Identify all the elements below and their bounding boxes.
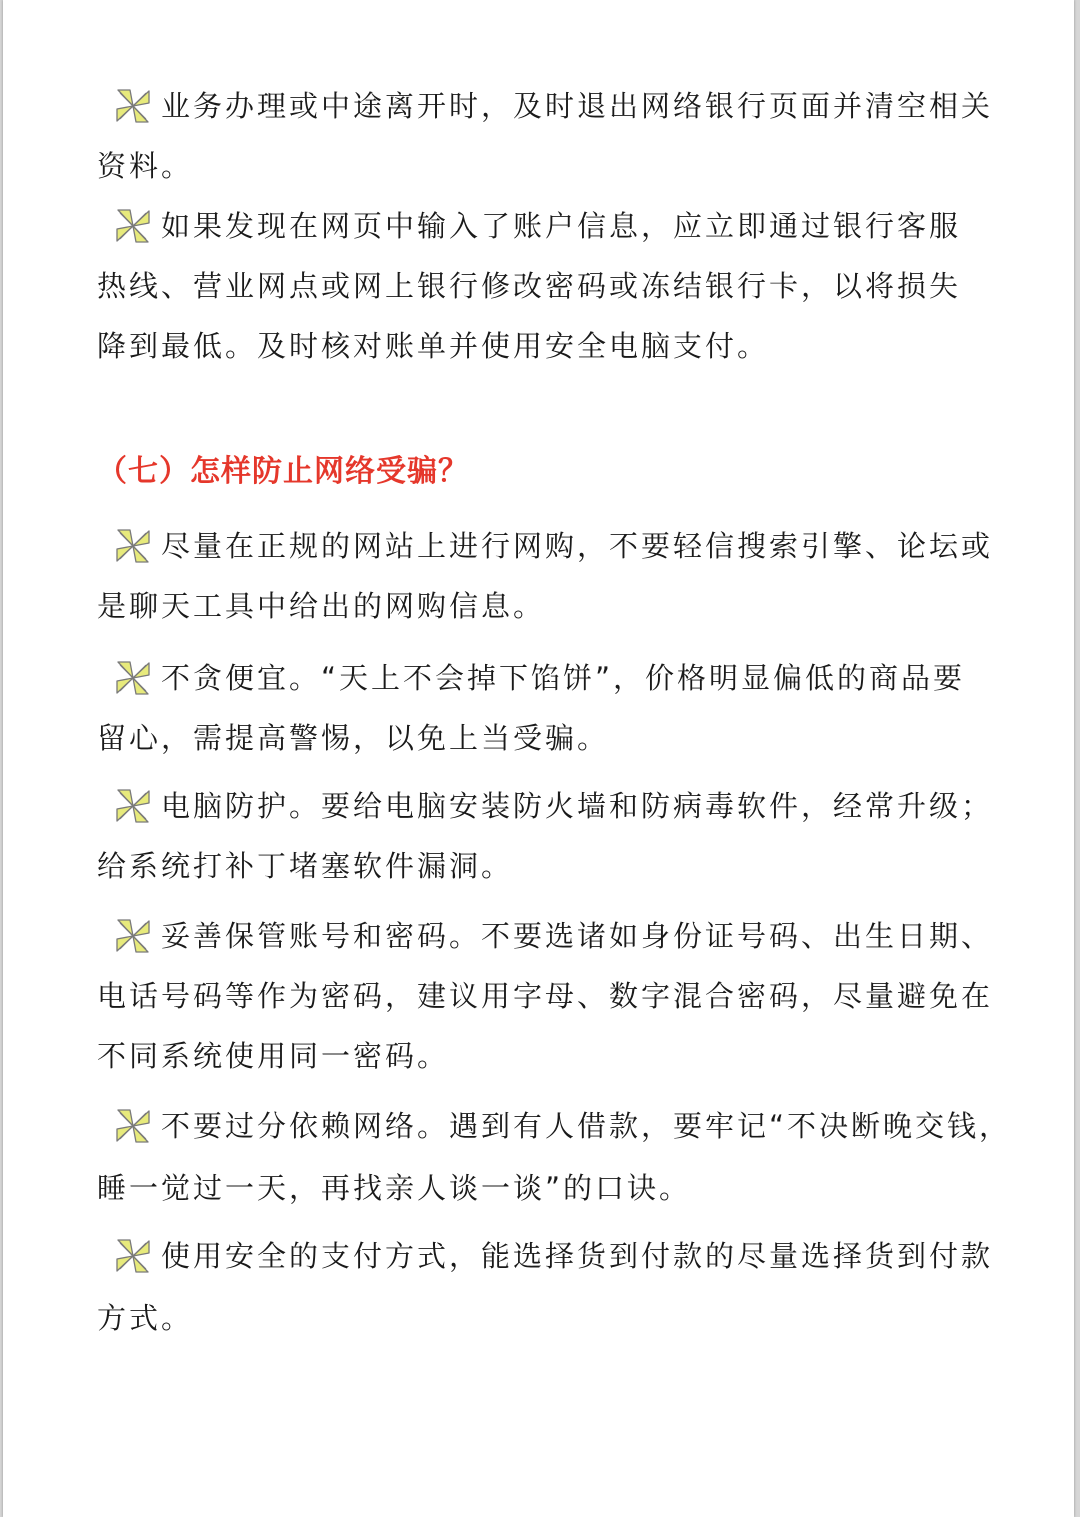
- paragraph-3-line-2: [97, 586, 545, 626]
- paragraph-6-line-3: [97, 1036, 449, 1076]
- pinwheel-icon: [111, 206, 155, 246]
- paragraph-1-text-2: 资料。: [97, 149, 194, 183]
- paragraph-8-line-2: [97, 1298, 193, 1338]
- paragraph-1-line-2: [97, 146, 193, 186]
- paragraph-7-text-1: 不要过分依赖网络。遇到有人借款，要牢记“不决断晚交钱，: [161, 1109, 1012, 1143]
- pinwheel-icon: [111, 1236, 155, 1276]
- paragraph-4-line-1: [111, 658, 965, 698]
- paragraph-3-line-1: [111, 526, 993, 566]
- paragraph-5-text-1: 电脑防护。要给电脑安装防火墙和防病毒软件，经常升级；: [161, 789, 994, 823]
- paragraph-1-text-1: 业务办理或中途离开时，及时退出网络银行页面并清空相关: [161, 89, 994, 123]
- paragraph-5-line-1: [111, 786, 993, 826]
- paragraph-6-text-3: 不同系统使用同一密码。: [97, 1039, 450, 1073]
- paragraph-6-line-1: [111, 916, 993, 956]
- pinwheel-icon: [111, 86, 155, 126]
- paragraph-8-line-1: [111, 1236, 993, 1276]
- paragraph-3-text-1: 尽量在正规的网站上进行网购，不要轻信搜索引擎、论坛或: [161, 529, 994, 563]
- paragraph-4-text-2: 留心，需提高警惕，以免上当受骗。: [97, 721, 610, 755]
- pinwheel-icon: [111, 1106, 155, 1146]
- paragraph-7-line-1: [111, 1106, 1011, 1146]
- paragraph-4-text-1: 不贪便宜。“天上不会掉下馅饼”，价格明显偏低的商品要: [161, 661, 966, 695]
- paragraph-8-text-2: 方式。: [97, 1301, 194, 1335]
- paragraph-7-text-2: 睡一觉过一天，再找亲人谈一谈”的口诀。: [97, 1171, 692, 1205]
- paragraph-2-line-1: [111, 206, 961, 246]
- paragraph-3-text-2: 是聊天工具中给出的网购信息。: [97, 589, 546, 623]
- section-heading: （七）怎样防止网络受骗？: [97, 454, 469, 489]
- paragraph-2-text-1: 如果发现在网页中输入了账户信息，应立即通过银行客服: [161, 209, 962, 243]
- pinwheel-icon: [111, 786, 155, 826]
- paragraph-5-line-2: [97, 846, 513, 886]
- paragraph-6-text-1: 妥善保管账号和密码。不要选诸如身份证号码、出生日期、: [161, 919, 994, 953]
- pinwheel-icon: [111, 658, 155, 698]
- paragraph-2-line-3: [97, 326, 769, 366]
- paragraph-1-line-1: [111, 86, 993, 126]
- pinwheel-icon: [111, 916, 155, 956]
- paragraph-2-text-3: 降到最低。及时核对账单并使用安全电脑支付。: [97, 329, 770, 363]
- pinwheel-icon: [111, 526, 155, 566]
- paragraph-5-text-2: 给系统打补丁堵塞软件漏洞。: [97, 849, 514, 883]
- paragraph-6-text-2: 电话号码等作为密码，建议用字母、数字混合密码，尽量避免在: [97, 979, 994, 1013]
- paragraph-6-line-2: [97, 976, 993, 1016]
- document-page: [3, 0, 1074, 1517]
- paragraph-8-text-1: 使用安全的支付方式，能选择货到付款的尽量选择货到付款: [161, 1239, 994, 1273]
- paragraph-4-line-2: [97, 718, 609, 758]
- paragraph-7-line-2: [97, 1168, 691, 1208]
- paragraph-2-line-2: [97, 266, 961, 306]
- paragraph-2-text-2: 热线、营业网点或网上银行修改密码或冻结银行卡，以将损失: [97, 269, 962, 303]
